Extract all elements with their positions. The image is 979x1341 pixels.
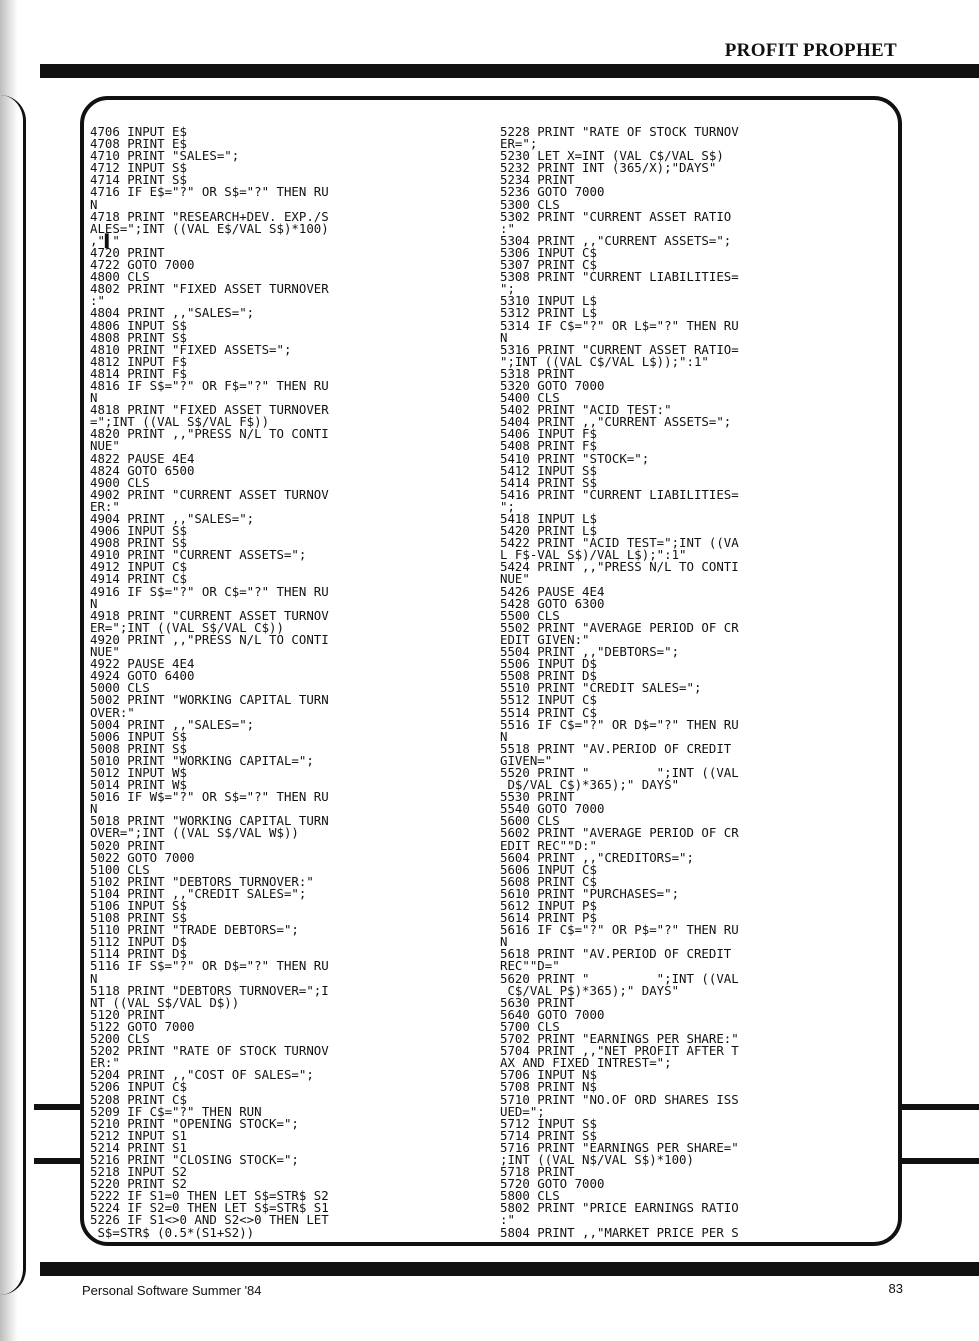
code-line: 5306 INPUT C$ [500, 244, 597, 260]
code-line: 4720 PRINT [90, 244, 165, 260]
code-line: ER:" [90, 498, 120, 514]
code-line: 5202 PRINT "RATE OF STOCK TURNOV [90, 1043, 329, 1059]
code-line: 4920 PRINT ,,"PRESS N/L TO CONTI [90, 631, 329, 647]
code-line: 5704 PRINT ,,"NET PROFIT AFTER T [500, 1043, 739, 1059]
code-line: N [90, 595, 98, 611]
code-line: 4814 PRINT F$ [90, 365, 187, 381]
header-rule [40, 64, 979, 78]
code-line: 5312 PRINT L$ [500, 305, 597, 321]
code-line: 5104 PRINT ,,"CREDIT SALES="; [90, 885, 307, 901]
code-line: 5506 INPUT D$ [500, 656, 597, 672]
code-line: 5614 PRINT P$ [500, 910, 597, 926]
code-line: 5804 PRINT ,,"MARKET PRICE PER S [500, 1224, 739, 1240]
code-line: 5118 PRINT "DEBTORS TURNOVER=";I [90, 982, 329, 998]
code-line: 5008 PRINT S$ [90, 740, 187, 756]
code-line: 5418 INPUT L$ [500, 511, 597, 526]
code-line: 5226 IF S1<>0 AND S2<>0 THEN LET [90, 1212, 329, 1228]
code-line: 5016 IF W$="?" OR S$="?" THEN RU [90, 789, 329, 805]
code-line: 5508 PRINT D$ [500, 668, 597, 684]
code-line: 5518 PRINT "AV.PERIOD OF CREDIT [500, 740, 732, 756]
code-line: 5234 PRINT [500, 172, 575, 188]
code-line: 4914 PRINT C$ [90, 571, 187, 587]
code-line: 5706 INPUT N$ [500, 1067, 597, 1083]
code-line: ";INT ((VAL C$/VAL L$));":1" [500, 353, 709, 369]
code-line: 5604 PRINT ,,"CREDITORS="; [500, 849, 694, 865]
code-line: GIVEN=" [500, 752, 553, 768]
code-line: 5006 INPUT S$ [90, 728, 187, 744]
code-line: ,"▌" [90, 232, 120, 248]
code-line: 5110 PRINT "TRADE DEBTORS="; [90, 922, 299, 938]
code-line: 5616 IF C$="?" OR P$="?" THEN RU [500, 922, 739, 938]
code-line: 5012 INPUT W$ [90, 764, 187, 780]
code-line: 5516 IF C$="?" OR D$="?" THEN RU [500, 716, 739, 732]
code-line: 5718 PRINT [500, 1164, 575, 1180]
running-head: PROFIT PROPHET [724, 40, 897, 61]
code-line: 5620 PRINT " ";INT ((VAL [500, 970, 739, 986]
code-line: 4712 INPUT S$ [90, 160, 187, 176]
code-line: 4912 INPUT C$ [90, 559, 187, 575]
code-line: 5208 PRINT C$ [90, 1091, 187, 1107]
code-line: 5512 INPUT C$ [500, 692, 597, 708]
code-line: 5308 PRINT "CURRENT LIABILITIES= [500, 269, 739, 285]
code-line: 4812 INPUT F$ [90, 353, 187, 369]
code-line: 4918 PRINT "CURRENT ASSET TURNOV [90, 607, 329, 623]
code-line: 5514 PRINT C$ [500, 704, 597, 720]
code-line: 4924 GOTO 6400 [90, 668, 195, 684]
code-line: 5712 INPUT S$ [500, 1115, 597, 1131]
code-line: 5422 PRINT "ACID TEST=";INT ((VA [500, 535, 739, 551]
code-line: 5020 PRINT [90, 837, 165, 853]
code-line: OVER:" [90, 704, 135, 720]
code-line: 4706 INPUT E$ [90, 124, 187, 139]
code-line: 5014 PRINT W$ [90, 777, 187, 793]
frame-side-bar [898, 1158, 979, 1164]
code-line: 5224 IF S2=0 THEN LET S$=STR$ S1 [90, 1200, 329, 1216]
code-line: 4718 PRINT "RESEARCH+DEV. EXP./S [90, 208, 329, 224]
code-line: :" [500, 220, 515, 236]
code-line: 5610 PRINT "PURCHASES="; [500, 885, 680, 901]
code-line: "; [500, 498, 515, 514]
code-line: N [90, 970, 98, 986]
code-line: NT ((VAL S$/VAL D$)) [90, 994, 240, 1010]
code-line: 4708 PRINT E$ [90, 136, 187, 152]
code-line: 5316 PRINT "CURRENT ASSET RATIO= [500, 341, 739, 357]
code-line: 5608 PRINT C$ [500, 873, 597, 889]
code-line: 4816 IF S$="?" OR F$="?" THEN RU [90, 377, 329, 393]
code-line: 5218 INPUT S2 [90, 1164, 187, 1180]
code-line: 4916 IF S$="?" OR C$="?" THEN RU [90, 583, 329, 599]
code-line: 5206 INPUT C$ [90, 1079, 187, 1095]
code-line: 5010 PRINT "WORKING CAPITAL="; [90, 752, 314, 768]
code-line: ALES=";INT ((VAL E$/VAL S$)*100) [90, 220, 329, 236]
code-line: 4824 GOTO 6500 [90, 462, 195, 478]
code-line: 4714 PRINT S$ [90, 172, 187, 188]
code-line: 4710 PRINT "SALES="; [90, 148, 240, 164]
listing-column-left [90, 126, 490, 1239]
code-line: 4906 INPUT S$ [90, 523, 187, 539]
code-line: 5210 PRINT "OPENING STOCK="; [90, 1115, 299, 1131]
code-line: 5106 INPUT S$ [90, 898, 187, 913]
code-line: 5420 PRINT L$ [500, 523, 597, 539]
code-line: 5228 PRINT "RATE OF STOCK TURNOV [500, 124, 739, 139]
code-line: REC""D=" [500, 958, 560, 974]
code-line: 4902 PRINT "CURRENT ASSET TURNOV [90, 486, 329, 502]
code-line: 5500 CLS [500, 607, 560, 623]
code-line: N [90, 196, 98, 212]
code-line: 5220 PRINT S2 [90, 1176, 187, 1192]
code-line: ;INT ((VAL N$/VAL S$)*100) [500, 1151, 694, 1167]
code-line: S$=STR$ (0.5*(S1+S2)) [90, 1224, 255, 1240]
code-line: N [90, 801, 98, 817]
code-line: ER=";INT ((VAL S$/VAL C$)) [90, 619, 284, 635]
code-line: 5102 PRINT "DEBTORS TURNOVER:" [90, 873, 314, 889]
code-line: 5018 PRINT "WORKING CAPITAL TURN [90, 813, 329, 829]
code-line: 5414 PRINT S$ [500, 474, 597, 490]
frame-side-bar [34, 1158, 84, 1164]
code-line: 5520 PRINT " ";INT ((VAL [500, 764, 739, 780]
code-line: 5212 INPUT S1 [90, 1127, 187, 1143]
code-line: 5232 PRINT INT (365/X);"DAYS" [500, 160, 717, 176]
code-line: D$/VAL C$)*365);" DAYS" [500, 777, 680, 793]
code-line: 5708 PRINT N$ [500, 1079, 597, 1095]
code-line: AX AND FIXED INTREST="; [500, 1055, 672, 1071]
code-line: :" [500, 1212, 515, 1228]
code-line: 4822 PAUSE 4E4 [90, 450, 195, 466]
code-line: 4900 CLS [90, 474, 150, 490]
code-line: N [500, 934, 508, 950]
code-line: 5600 CLS [500, 813, 560, 829]
code-line: 5236 GOTO 7000 [500, 184, 605, 200]
code-line: N [500, 728, 508, 744]
code-line: 4904 PRINT ,,"SALES="; [90, 511, 255, 526]
code-line: 5216 PRINT "CLOSING STOCK="; [90, 1151, 299, 1167]
code-line: 5209 IF C$="?" THEN RUN [90, 1103, 262, 1119]
code-line: 5606 INPUT C$ [500, 861, 597, 877]
code-line: 5004 PRINT ,,"SALES="; [90, 716, 255, 732]
code-line: 5800 CLS [500, 1188, 560, 1204]
code-line: 4818 PRINT "FIXED ASSET TURNOVER [90, 402, 329, 418]
code-line: 5314 IF C$="?" OR L$="?" THEN RU [500, 317, 739, 333]
code-line: :" [90, 293, 105, 309]
code-line: 5307 PRINT C$ [500, 257, 597, 273]
code-line: EDIT REC""D:" [500, 837, 597, 853]
footer-rule [40, 1262, 979, 1276]
code-line: 5502 PRINT "AVERAGE PERIOD OF CR [500, 619, 739, 635]
code-line: 5108 PRINT S$ [90, 910, 187, 926]
code-line: 5504 PRINT ,,"DEBTORS="; [500, 644, 680, 660]
code-line: 5710 PRINT "NO.OF ORD SHARES ISS [500, 1091, 739, 1107]
code-line: 4922 PAUSE 4E4 [90, 656, 195, 672]
code-line: 5114 PRINT D$ [90, 946, 187, 962]
code-line: 4802 PRINT "FIXED ASSET TURNOVER [90, 281, 329, 297]
code-line: 5302 PRINT "CURRENT ASSET RATIO [500, 208, 732, 224]
code-line: 5702 PRINT "EARNINGS PER SHARE:" [500, 1031, 739, 1047]
code-line: 5120 PRINT [90, 1006, 165, 1022]
code-line: 4808 PRINT S$ [90, 329, 187, 345]
code-line: 5630 PRINT [500, 994, 575, 1010]
frame-side-bar [898, 1104, 979, 1110]
code-line: 4716 IF E$="?" OR S$="?" THEN RU [90, 184, 329, 200]
code-line: NUE" [500, 571, 530, 587]
code-line: 5000 CLS [90, 680, 150, 696]
code-line: 4806 INPUT S$ [90, 317, 187, 333]
code-line: 4804 PRINT ,,"SALES="; [90, 305, 255, 321]
code-line: ER:" [90, 1055, 120, 1071]
code-line: 5222 IF S1=0 THEN LET S$=STR$ S2 [90, 1188, 329, 1204]
code-line: 5230 LET X=INT (VAL C$/VAL S$) [500, 148, 724, 164]
code-line: 5412 INPUT S$ [500, 462, 597, 478]
code-line: 5540 GOTO 7000 [500, 801, 605, 817]
code-line: OVER=";INT ((VAL S$/VAL W$)) [90, 825, 299, 841]
code-line: 5002 PRINT "WORKING CAPITAL TURN [90, 692, 329, 708]
code-line: 5720 GOTO 7000 [500, 1176, 605, 1192]
code-line: NUE" [90, 644, 120, 660]
code-line: =";INT ((VAL S$/VAL F$)) [90, 414, 270, 430]
code-line: 5640 GOTO 7000 [500, 1006, 605, 1022]
code-line: 5530 PRINT [500, 789, 575, 805]
code-line: UED="; [500, 1103, 545, 1119]
code-line: 5406 INPUT F$ [500, 426, 597, 442]
code-line: 4810 PRINT "FIXED ASSETS="; [90, 341, 292, 357]
code-line: 5320 GOTO 7000 [500, 377, 605, 393]
frame-side-bar [34, 1104, 84, 1110]
code-line: 5426 PAUSE 4E4 [500, 583, 605, 599]
code-line: 5116 IF S$="?" OR D$="?" THEN RU [90, 958, 329, 974]
code-line: 5510 PRINT "CREDIT SALES="; [500, 680, 702, 696]
code-line: 5304 PRINT ,,"CURRENT ASSETS="; [500, 232, 732, 248]
code-line: 4800 CLS [90, 269, 150, 285]
code-line: 5612 INPUT P$ [500, 898, 597, 913]
code-line: 4820 PRINT ,,"PRESS N/L TO CONTI [90, 426, 329, 442]
code-line: 5424 PRINT ,,"PRESS N/L TO CONTI [500, 559, 739, 575]
code-line: 5716 PRINT "EARNINGS PER SHARE=" [500, 1139, 739, 1155]
code-line: 5404 PRINT ,,"CURRENT ASSETS="; [500, 414, 732, 430]
code-line: 4722 GOTO 7000 [90, 257, 195, 273]
publication-name: Personal Software Summer '84 [82, 1283, 262, 1298]
binding-curve [0, 95, 26, 1295]
code-line: 5618 PRINT "AV.PERIOD OF CREDIT [500, 946, 732, 962]
code-line: 4910 PRINT "CURRENT ASSETS="; [90, 547, 307, 563]
code-line: 5416 PRINT "CURRENT LIABILITIES= [500, 486, 739, 502]
code-line: 5122 GOTO 7000 [90, 1018, 195, 1034]
code-line: NUE" [90, 438, 120, 454]
page-number: 83 [888, 1281, 903, 1296]
code-line: 5410 PRINT "STOCK="; [500, 450, 650, 466]
code-line: 5602 PRINT "AVERAGE PERIOD OF CR [500, 825, 739, 841]
code-line: 5204 PRINT ,,"COST OF SALES="; [90, 1067, 314, 1083]
code-line: 5400 CLS [500, 390, 560, 406]
code-line: 5200 CLS [90, 1031, 150, 1047]
code-line: 5428 GOTO 6300 [500, 595, 605, 611]
code-line: 5802 PRINT "PRICE EARNINGS RATIO [500, 1200, 739, 1216]
code-line: 4908 PRINT S$ [90, 535, 187, 551]
code-line: 5700 CLS [500, 1018, 560, 1034]
code-line: 5318 PRINT [500, 365, 575, 381]
code-line: 5714 PRINT S$ [500, 1127, 597, 1143]
code-line: 5100 CLS [90, 861, 150, 877]
listing-column-right [500, 126, 900, 1239]
code-line: EDIT GIVEN:" [500, 631, 590, 647]
code-line: "; [500, 281, 515, 297]
code-line: L F$-VAL S$)/VAL L$);":1" [500, 547, 687, 563]
code-line: ER="; [500, 136, 538, 152]
code-line: 5408 PRINT F$ [500, 438, 597, 454]
code-line: N [90, 390, 98, 406]
code-line: C$/VAL P$)*365);" DAYS" [500, 982, 680, 998]
code-line: 5300 CLS [500, 196, 560, 212]
code-line: 5112 INPUT D$ [90, 934, 187, 950]
code-line: 5022 GOTO 7000 [90, 849, 195, 865]
code-line: 5402 PRINT "ACID TEST:" [500, 402, 672, 418]
code-line: 5310 INPUT L$ [500, 293, 597, 309]
code-line: N [500, 329, 508, 345]
code-line: 5214 PRINT S1 [90, 1139, 187, 1155]
